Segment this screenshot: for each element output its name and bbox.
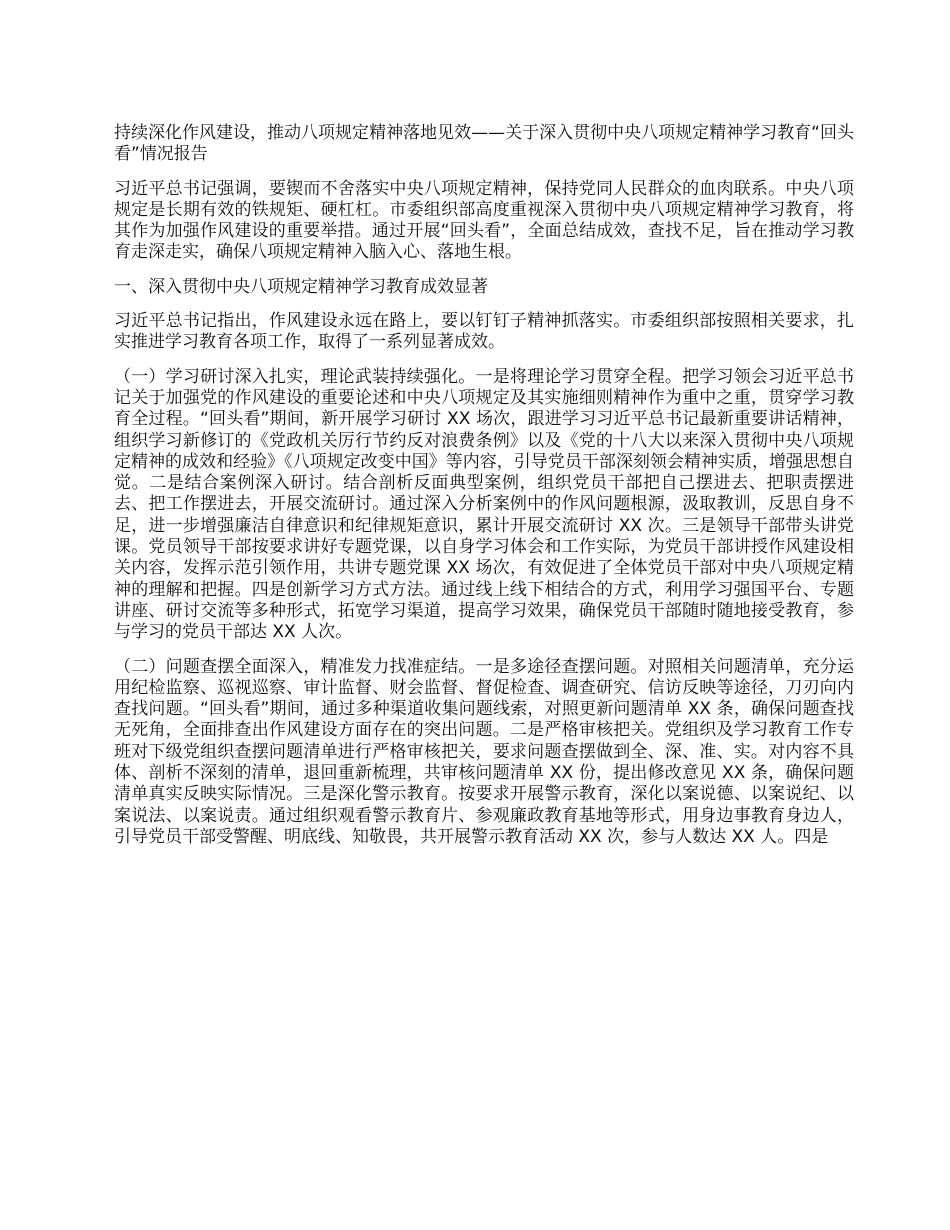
item-two-paragraph: （二）问题查摆全面深入，精准发力找准症结。一是多途径查摆问题。对照相关问题清单，充分运用纪检监察、巡视巡察、审计监督、财会监督、督促检查、调查研究、信访反映等途径，刀刃向内查找问题。“回头看”期间，通过多种渠道收集问题线索，对照更新问题清单 XX 条，确保问题查找无死角，全面排查出作风建设方面存在的突出问题。二是严格审核把关。党组织及学习教育工作专班对下级党组织查摆问题清单进行严格审核把关，要求问题查摆做到全、深、准、实。对内容不具体、剖析不深刻的清单，退回重新梳理，共审核问题清单 XX 份，提出修改意见 XX 条，确保问题清单真实反映实际情况。三是深化警示教育。按要求开展警示教育，深化以案说德、以案说纪、以案说法、以案说责。通过组织观看警示教育片、参观廉政教育基地等形式，用身边事教育身边人，引导党员干部受警醒、明底线、知敬畏，共开展警示教育活动 XX 次，参与人数达 XX 人。四是 (114, 656, 854, 847)
section-intro-paragraph: 习近平总书记指出，作风建设永远在路上，要以钉钉子精神抓落实。市委组织部按照相关要求，扎实推进学习教育各项工作，取得了一系列显著成效。 (114, 311, 854, 353)
section-heading: 一、深入贯彻中央八项规定精神学习教育成效显著 (114, 276, 488, 297)
item-one-paragraph: （一）学习研讨深入扎实，理论武装持续强化。一是将理论学习贯穿全程。把学习领会习近平总书记关于加强党的作风建设的重要论述和中央八项规定及其实施细则精神作为重中之重，贯穿学习教育全过程。“回头看”期间，新开展学习研讨 XX 场次，跟进学习习近平总书记最新重要讲话精神，组织学习新修订的《党政机关厉行节约反对浪费条例》以及《党的十八大以来深入贯彻中央八项规定精神的成效和经验》《八项规定改变中国》等内容，引导党员干部深刻领会精神实质，增强思想自觉。二是结合案例深入研讨。结合剖析反面典型案例，组织党员干部把自己摆进去、把职责摆进去、把工作摆进去，开展交流研讨。通过深入分析案例中的作风问题根源，汲取教训，反思自身不足，进一步增强廉洁自律意识和纪律规矩意识，累计开展交流研讨 XX 次。三是领导干部带头讲党课。党员领导干部按要求讲好专题党课，以自身学习体会和工作实际，为党员干部讲授作风建设相关内容，发挥示范引领作用，共讲专题党课 XX 场次，有效促进了全体党员干部对中央八项规定精神的理解和把握。四是创新学习方式方法。通过线上线下相结合的方式，利用学习强国平台、专题讲座、研讨交流等多种形式，拓宽学习渠道，提高学习效果，确保党员干部随时随地接受教育，参与学习的党员干部达 XX 人次。 (114, 366, 854, 643)
intro-paragraph: 习近平总书记强调，要锲而不舍落实中央八项规定精神，保持党同人民群众的血肉联系。中央八项规定是长期有效的铁规矩、硬杠杠。市委组织部高度重视深入贯彻中央八项规定精神学习教育，将其作为加强作风建设的重要举措。通过开展“回头看”，全面总结成效，查找不足，旨在推动学习教育走深走实，确保八项规定精神入脑入心、落地生根。 (114, 178, 854, 263)
document-title: 持续深化作风建设，推动八项规定精神落地见效——关于深入贯彻中央八项规定精神学习教育“回头看”情况报告 (114, 123, 854, 165)
document-body (114, 123, 854, 861)
